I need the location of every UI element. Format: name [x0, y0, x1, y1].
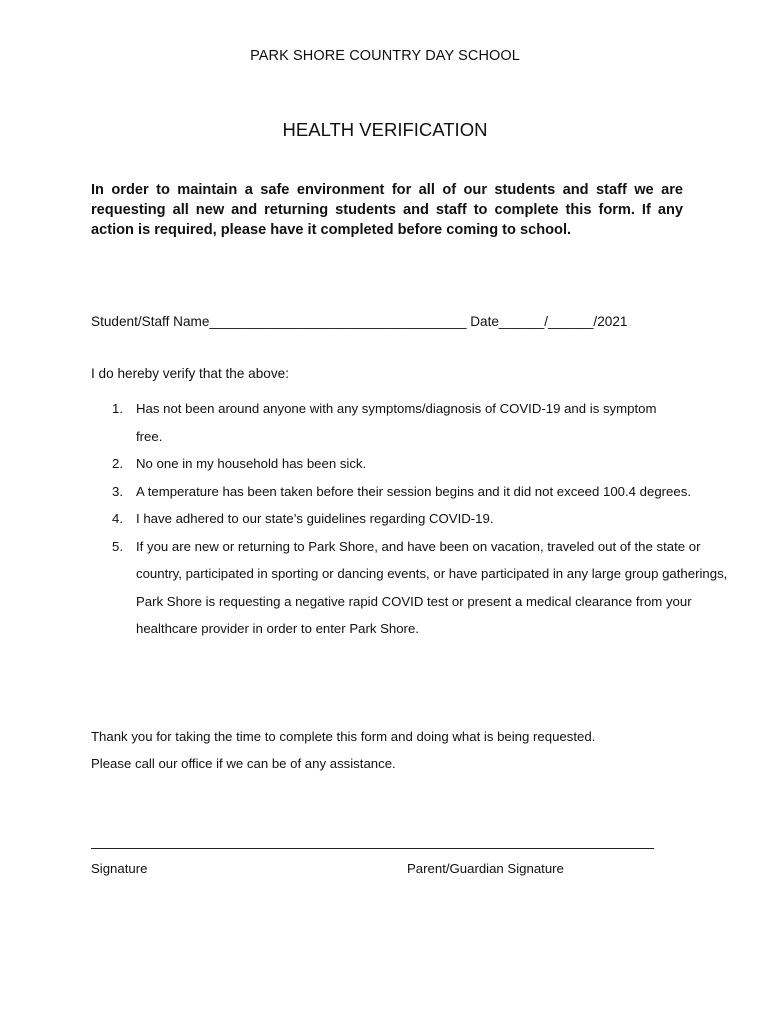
verification-list: [91, 395, 728, 643]
item-text: A temperature has been taken before their session begins and it did not exceed 100.4 degrees.: [136, 483, 691, 499]
item-text: Has not been around anyone with any symptoms/diagnosis of COVID-19 and is symptom free.: [136, 401, 657, 444]
closing-line-1: Thank you for taking the time to complete this form and doing what is being requested.: [91, 729, 596, 744]
guardian-signature-label: Parent/Guardian Signature: [407, 861, 564, 876]
name-date-field[interactable]: Student/Staff Name__________________________________ Date______/______/2021: [91, 314, 628, 329]
verify-statement: I do hereby verify that the above:: [91, 366, 289, 381]
list-item: [91, 450, 691, 478]
item-text: No one in my household has been sick.: [136, 456, 367, 471]
item-number: 3.: [112, 483, 123, 499]
item-text: I have adhered to our state’s guidelines regarding COVID-19.: [136, 511, 494, 526]
item-number: 4.: [112, 511, 123, 526]
list-item: [91, 533, 736, 643]
list-item: [91, 478, 736, 506]
signature-label: Signature: [91, 861, 148, 876]
intro-paragraph: In order to maintain a safe environment for all of our students and staff we are requesting all new and returning students and staff to complete this form. If any action is required, please have it completed before coming to school.: [91, 182, 683, 238]
item-number: 5.: [112, 538, 123, 554]
signature-line[interactable]: [91, 848, 654, 849]
list-item: [91, 505, 691, 533]
item-number: 1.: [112, 401, 123, 416]
item-number: 2.: [112, 456, 123, 471]
item-text: If you are new or returning to Park Shore, and have been on vacation, traveled out of the state or country, participated in sporting or dancing events, or have participated in any large group gatherings, Park Shore is requesting a negative rapid COVID test or present a medical clearance from your healthcare provider in order to enter Park Shore.: [136, 538, 728, 636]
closing-text: [91, 723, 691, 777]
form-title: HEALTH VERIFICATION: [282, 119, 488, 140]
closing-line-2: Please call our office if we can be of any assistance.: [91, 756, 396, 771]
school-name: PARK SHORE COUNTRY DAY SCHOOL: [250, 48, 520, 64]
list-item: [91, 395, 676, 450]
